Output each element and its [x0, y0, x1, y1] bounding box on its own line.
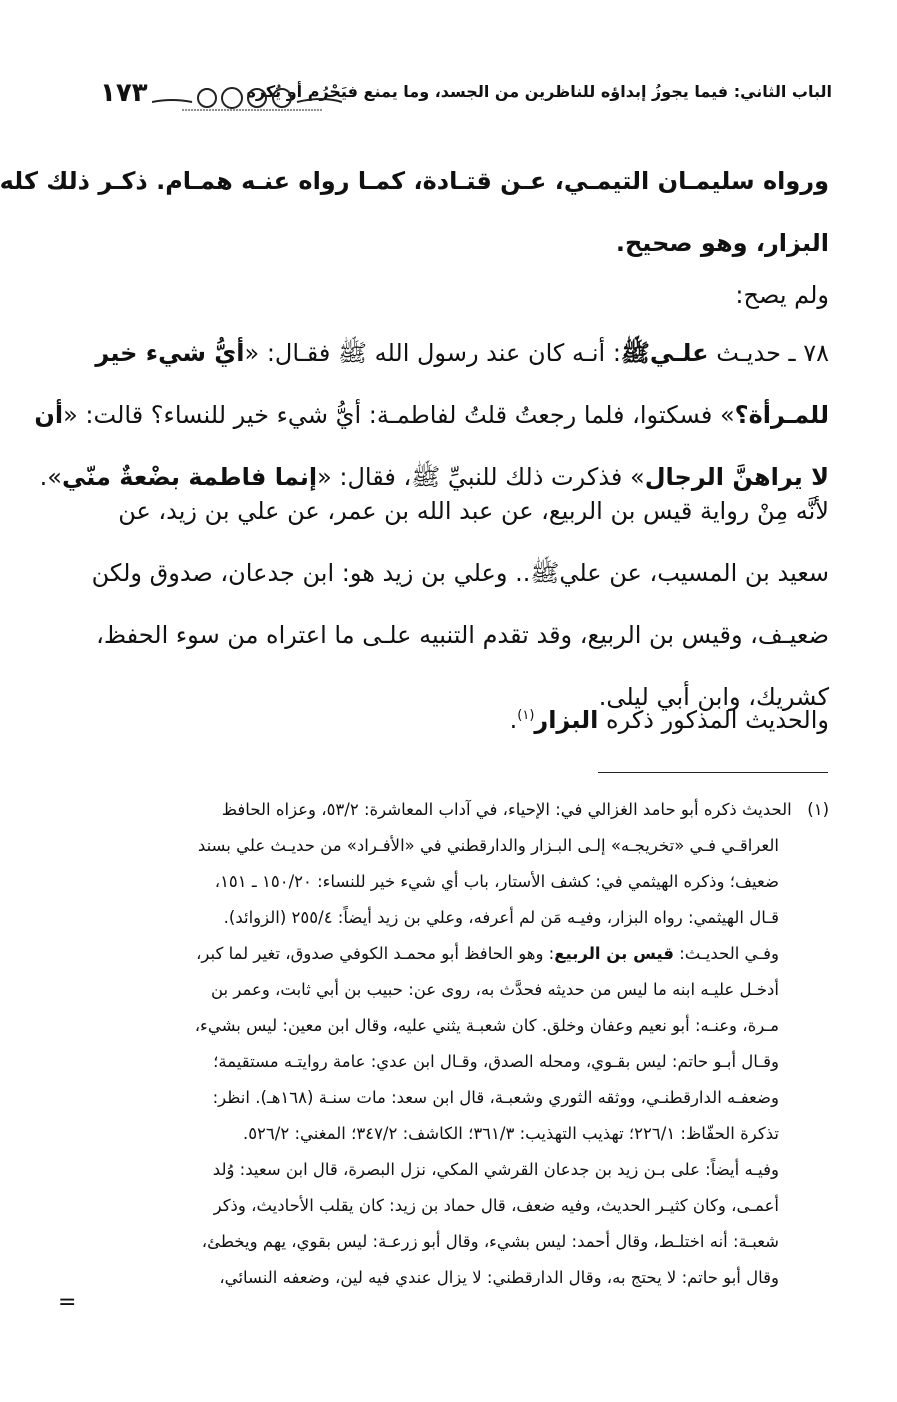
quote-segment: أيُّ شيء خير: [95, 339, 245, 367]
footnote-line: تذكرة الحفّاظ: ٢٢٦/١؛ تهذيب التهذيب: ٣٦١/٣؛ الكاشف: ٣٤٧/٢؛ المغني: ٥٢٦/٢.: [242, 1124, 779, 1143]
page-header: [100, 78, 832, 118]
narrator: علـيﷺ: [620, 339, 709, 367]
text-segment: » فسكتوا، فلما رجعتُ قلتُ لفاطمـة: أيُّ شيء خير للنساء؟ قالت: «: [63, 401, 735, 429]
chapter-title: الباب الثاني: فيما يجوزُ إبداؤه للناظرين من الجسد، وما يمنع فيَحْرُم أو يُكره: [246, 82, 832, 101]
footnote-line: العراقـي فـي «تخريجـه» إلـى البـزار والدارقطني في «الأفـراد» من حديـث علي بسند: [197, 836, 779, 855]
text-line: لأنَّه مِنْ رواية قيس بن الربيع، عن عبد الله بن عمر، عن علي بن زيد، عن: [118, 497, 829, 525]
ornament-icon: [152, 84, 342, 112]
quote-segment: إنما فاطمة بضْعةٌ منّي: [61, 463, 318, 491]
footnote-line: وضعفـه الدارقطنـي، ووثقه الثوري وشعبـة، قال ابن سعد: مات سنـة (١٦٨هـ). انظر:: [212, 1088, 779, 1107]
text-line: ضعيـف، وقيس بن الربيع، وقد تقدم التنبيه علـى ما اعتراه من سوء الحفظ،: [96, 621, 829, 649]
quote-segment: للمـرأة؟: [734, 401, 829, 429]
continuation-mark: =: [58, 1290, 77, 1315]
paragraph-5: [70, 685, 829, 747]
text-line: ولم يصح:: [735, 281, 829, 309]
text-line: كشريك، وابن أبي ليلى.: [598, 683, 829, 711]
page-number: ١٧٣: [100, 78, 148, 108]
text-line: ورواه سليمـان التيمـي، عـن قتـادة، كمـا رواه عنـه همـام. ذكـر ذلك كله: [0, 167, 829, 195]
footnote-number: (١): [807, 800, 829, 819]
text-line: البزار، وهو صحيح.: [615, 229, 829, 257]
bold-segment: قيس بن الربيع: [554, 944, 674, 963]
hadith-number: ٧٨ ـ حديـث: [708, 339, 829, 367]
text-segment: وفـي الحديـث:: [673, 944, 779, 963]
quote-segment: أن: [34, 401, 64, 429]
text-segment: » فذكرت ذلك للنبيِّ ﷺ، فقال: «: [317, 463, 645, 491]
footnote-line: وقـال أبـو حاتم: ليس بقـوي، ومحله الصدق، وقـال ابن عدي: عامة روايتـه مستقيمة؛: [213, 1052, 779, 1071]
footnote-1: [70, 792, 829, 1296]
quote-segment: لا يراهنَّ الرجال: [644, 463, 829, 491]
paragraph-2: [70, 264, 829, 326]
text-line: [70, 322, 829, 384]
text-segment: والحديث المذكور ذكره: [598, 706, 829, 734]
text-segment: : أنـه كان عند رسول الله ﷺ فقـال: «: [244, 339, 621, 367]
paragraph-1: [0, 150, 829, 274]
text-line: [70, 685, 829, 747]
footnote-line: مـرة، وعنـه: أبو نعيم وعفان وخلق. كان شعبـة يثني عليه، وقال ابن معين: ليس بشيء،: [194, 1016, 779, 1035]
footnote-line: شعبـة: أنه اختلـط، وقال أحمد: ليس بشيء، وقال أبو زرعـة: ليس بقوي، يهم ويخطئ،: [201, 1232, 779, 1251]
bold-segment: البزار: [534, 706, 599, 734]
footnote-divider: [598, 772, 828, 773]
footnote-text: الحديث ذكره أبو حامد الغزالي في: الإحياء، في آداب المعاشرة: ٥٣/٢، وعزاه الحافظ: [221, 800, 792, 819]
footnote-line: أعمـى، وكان كثيـر الحديث، وفيه ضعف، قال حماد بن زيد: كان يقلب الأحاديث، وذكر: [213, 1196, 779, 1215]
text-segment: ».: [39, 463, 62, 491]
text-line: [34, 384, 829, 446]
footnote-line: [70, 792, 829, 828]
text-line: سعيد بن المسيب، عن عليﷺ.. وعلي بن زيد هو: ابن جدعان، صدوق ولكن: [91, 559, 829, 587]
footnote-line: وقال أبو حاتم: لا يحتج به، وقال الدارقطني: لا يزال عندي فيه لين، وضعفه النسائي،: [219, 1268, 779, 1287]
footnote-line: قـال الهيثمي: رواه البزار، وفيـه مَن لم أعرفه، وعلي بن زيد أيضاً: ٢٥٥/٤ (الزوائد).: [223, 908, 779, 927]
footnote-line: أدخـل عليـه ابنه ما ليس من حديثه فحدَّث به، روى عن: حبيب بن أبي ثابت، وعمر بن: [210, 980, 779, 999]
footnote-line: [70, 936, 829, 972]
footnote-line: ضعيف؛ وذكره الهيثمي في: كشف الأستار، باب أي شيء خير للنساء: ١٥٠/٢٠ ـ ١٥١،: [214, 872, 779, 891]
text-segment: .: [509, 706, 518, 734]
text-segment: : وهو الحافظ أبو محمـد الكوفي صدوق، تغير لما كبر،: [196, 944, 555, 963]
footnote-ref[interactable]: (١): [517, 708, 535, 723]
footnote-line: وفيـه أيضاً: على بـن زيد بن جدعان القرشي المكي، نزل البصرة، قال ابن سعيد: وُلد: [212, 1160, 779, 1179]
